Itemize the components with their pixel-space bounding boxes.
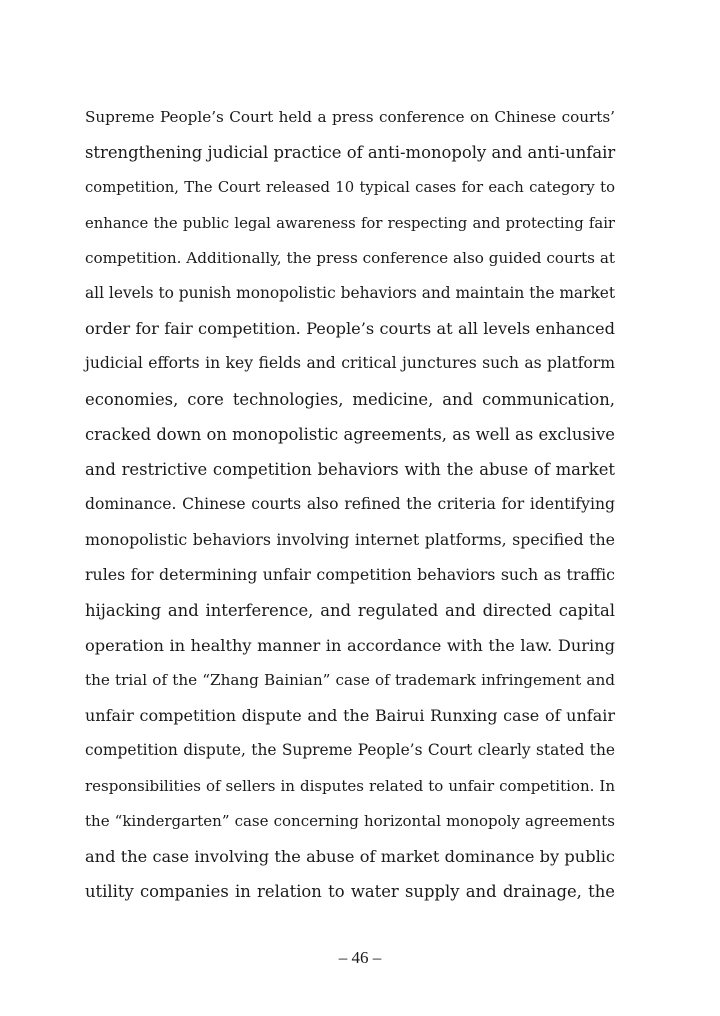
text-line: order for fair competition. People’s courts at all levels enhanced [85, 319, 615, 339]
page-number: – 46 – [338, 948, 382, 967]
text-line: enhance the public legal awareness for respecting and protecting fair [85, 214, 615, 232]
text-line: utility companies in relation to water supply and drainage, the [85, 882, 615, 902]
text-line: hijacking and interference, and regulated and directed capital [85, 600, 615, 620]
text-line: dominance. Chinese courts also refined the criteria for identifying [85, 495, 615, 514]
text-line: cracked down on monopolistic agreements, as well as exclusive [85, 424, 615, 444]
text-line: responsibilities of sellers in disputes related to unfair competition. In [85, 776, 615, 795]
text-line: economies, core technologies, medicine, and communication, [85, 389, 615, 409]
text-line: Supreme People’s Court held a press conference on Chinese courts’ [85, 108, 615, 126]
text-line: competition dispute, the Supreme People’s Court clearly stated the [85, 741, 615, 760]
text-line: and the case involving the abuse of market dominance by public [85, 846, 615, 866]
text-line: operation in healthy manner in accordance with the law. During [85, 635, 615, 655]
text-line: strengthening judicial practice of anti-monopoly and anti-unfair [85, 143, 616, 163]
text-line: competition. Additionally, the press conference also guided courts at [85, 248, 615, 267]
text-line: and restrictive competition behaviors with the abuse of market [85, 459, 615, 479]
text-line: the trial of the “Zhang Bainian” case of trademark infringement and [85, 671, 615, 689]
body-paragraph [85, 100, 615, 909]
text-line: rules for determining unfair competition behaviors such as traffic [85, 565, 615, 585]
text-line: the “kindergarten” case concerning horizontal monopoly agreements [85, 811, 615, 830]
text-line: competition, The Court released 10 typical cases for each category to [85, 179, 615, 197]
text-line: unfair competition dispute and the Bairui Runxing case of unfair [85, 706, 615, 726]
text-line: monopolistic behaviors involving internet platforms, specified the [85, 530, 615, 550]
text-line: all levels to punish monopolistic behaviors and maintain the market [85, 283, 616, 302]
text-line: judicial efforts in key fields and critical junctures such as platform [85, 354, 615, 373]
